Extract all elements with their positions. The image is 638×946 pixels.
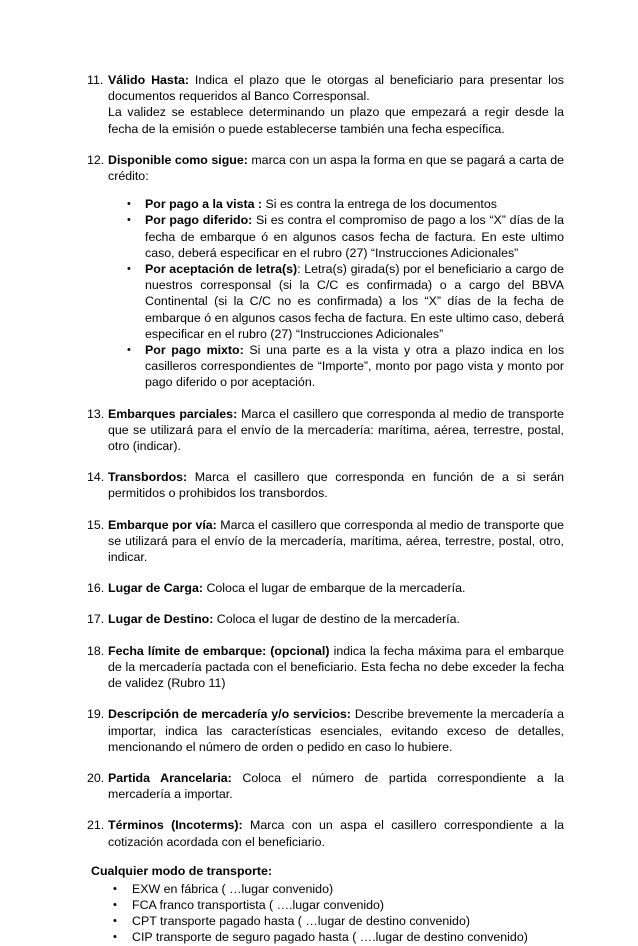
item-text (108, 706, 564, 755)
item-text (108, 611, 564, 627)
bullet-icon: • (113, 915, 117, 928)
list-item (87, 406, 564, 455)
item-title: Términos (Incoterms): (108, 818, 243, 833)
item-text (108, 817, 564, 849)
list-item (87, 517, 564, 566)
item-title: Transbordos: (108, 470, 188, 485)
list-item (87, 770, 564, 802)
term-text: FCA franco transportista ( ….lugar convenido) (132, 897, 385, 912)
transport-heading: Cualquier modo de transporte: (91, 863, 273, 878)
option-description: Si es contra el compromiso de pago a los “X” días de la fecha de embarque ó en algunos casos fecha de factura. En este ultimo caso, deberá especificar en el rubro (27) “Instrucciones Adicionales” (145, 213, 564, 260)
term-text: CIP transporte de seguro pagado hasta ( ….lugar de destino convenido) (132, 930, 528, 945)
item-description: Coloca el número de partida correspondiente a la mercadería a importar. (108, 770, 564, 802)
list-item (87, 469, 564, 501)
item-title: Embarque por vía: (108, 517, 217, 532)
item-description: Coloca el lugar de embarque de la mercadería. (203, 581, 466, 596)
list-item (87, 643, 564, 692)
list-item (87, 152, 565, 391)
bullet-icon: • (113, 931, 117, 944)
option-description: Si es contra la entrega de los documentos (262, 197, 497, 212)
item-description: Marca el casillero que corresponda al medio de transporte que se utilizará para el envío de la mercadería: marítima, aérea, terrestre, postal, otro (indicar). (108, 406, 564, 454)
list-item (91, 913, 564, 929)
item-number: 14. (87, 470, 105, 485)
item-description: Coloca el lugar de destino de la mercadería. (213, 612, 460, 627)
list-item (108, 342, 564, 391)
term-text: EXW en fábrica ( …lugar convenido) (132, 881, 334, 896)
term-text: CPT transporte pagado hasta ( …lugar de destino convenido) (132, 914, 470, 929)
item-title: Descripción de mercadería y/o servicios: (108, 707, 351, 722)
item-title: Lugar de Destino: (108, 612, 214, 627)
item-number: 15. (87, 517, 105, 532)
option-description: : Letra(s) girada(s) por el beneficiario a cargo de nuestros corresponsal (si la C/C es confirmada) o a cargo del BBVA Continental (si la C/C no es confirmada) a los “X” días de la fecha de embarque ó en algunos casos fecha de factura. En este ultimo caso, deberá especificar en el rubro (27) “Instrucciones Adicionales” (145, 262, 564, 341)
list-item (87, 72, 564, 137)
item-description: marca con un aspa la forma en que se pagará a carta de crédito: (108, 152, 564, 184)
list-item (87, 580, 564, 596)
document-body (87, 72, 565, 946)
list-item (91, 897, 564, 913)
payment-options-list (108, 196, 564, 390)
item-title: Válido Hasta: (108, 73, 189, 87)
item-text-continued: La validez se establece determinando un plazo que empezará a regir desde la fecha de la emisión o puede establecerse también una fecha específica. (108, 105, 564, 136)
option-title: Por pago a la vista : (145, 197, 263, 212)
item-text (108, 72, 564, 104)
list-item (87, 706, 564, 755)
item-text (108, 469, 564, 501)
item-text (108, 770, 564, 802)
item-number: 18. (87, 643, 105, 658)
list-item (108, 261, 564, 342)
option-description: Si una parte es a la vista y otra a plazo indica en los casilleros correspondientes de “Importe”, monto por pago vista y monto por pago diferido o por aceptación. (145, 343, 565, 390)
item-description: Describe brevemente la mercadería a importar, indica las características esenciales, evitando exceso de detalles, mencionando el número de orden o pedido en caso lo hubiere. (108, 707, 564, 754)
item-number: 11. (87, 73, 104, 87)
item-title: Lugar de Carga: (108, 581, 204, 596)
bullet-icon: • (127, 214, 131, 227)
bullet-icon: • (127, 263, 131, 276)
bullet-icon: • (127, 344, 131, 357)
item-text (108, 580, 564, 596)
item-number: 12. (87, 152, 105, 167)
item-number: 13. (87, 406, 105, 421)
bullet-icon: • (113, 898, 117, 911)
list-item (91, 929, 564, 945)
list-item (108, 196, 564, 212)
bullet-icon: • (127, 198, 131, 211)
item-number: 21. (87, 818, 105, 833)
option-title: Por pago diferido: (145, 213, 253, 228)
list-item (91, 881, 564, 897)
item-number: 17. (87, 612, 105, 627)
item-text (108, 406, 564, 455)
item-number: 16. (87, 581, 105, 596)
item-description: Marca el casillero que corresponda al medio de transporte que se utilizará para el envío de la mercadería, marítima, aérea, terrestre, postal, otro, indicar. (108, 517, 564, 565)
item-description: Indica el plazo que le otorgas al beneficiario para presentar los documentos requeridos al Banco Corresponsal. (108, 73, 564, 104)
list-item (108, 212, 564, 261)
list-item (87, 817, 564, 849)
list-item (87, 611, 564, 627)
item-title: Fecha límite de embarque: (opcional) (108, 643, 330, 658)
item-description: Marca con un aspa el casillero correspondiente a la cotización acordada con el beneficiario. (108, 818, 564, 849)
option-title: Por aceptación de letra(s) (145, 262, 298, 277)
item-title: Partida Arancelaria: (108, 770, 232, 785)
item-description: Marca el casillero que corresponda en función de a si serán permitidos o prohibidos los transbordos. (108, 470, 564, 501)
transport-terms-list (91, 881, 564, 946)
item-text (108, 152, 564, 184)
item-text (108, 643, 564, 692)
bullet-icon: • (113, 882, 117, 895)
item-title: Disponible como sigue: (108, 152, 248, 167)
item-description: indica la fecha máxima para el embarque de la mercadería pactada con el beneficiario. Esta fecha no debe exceder la fecha de validez (Rubro 11) (108, 643, 564, 691)
item-number: 19. (87, 707, 105, 722)
item-number: 20. (87, 770, 105, 785)
option-title: Por pago mixto: (145, 343, 244, 358)
item-text (108, 517, 564, 566)
item-title: Embarques parciales: (108, 406, 238, 421)
